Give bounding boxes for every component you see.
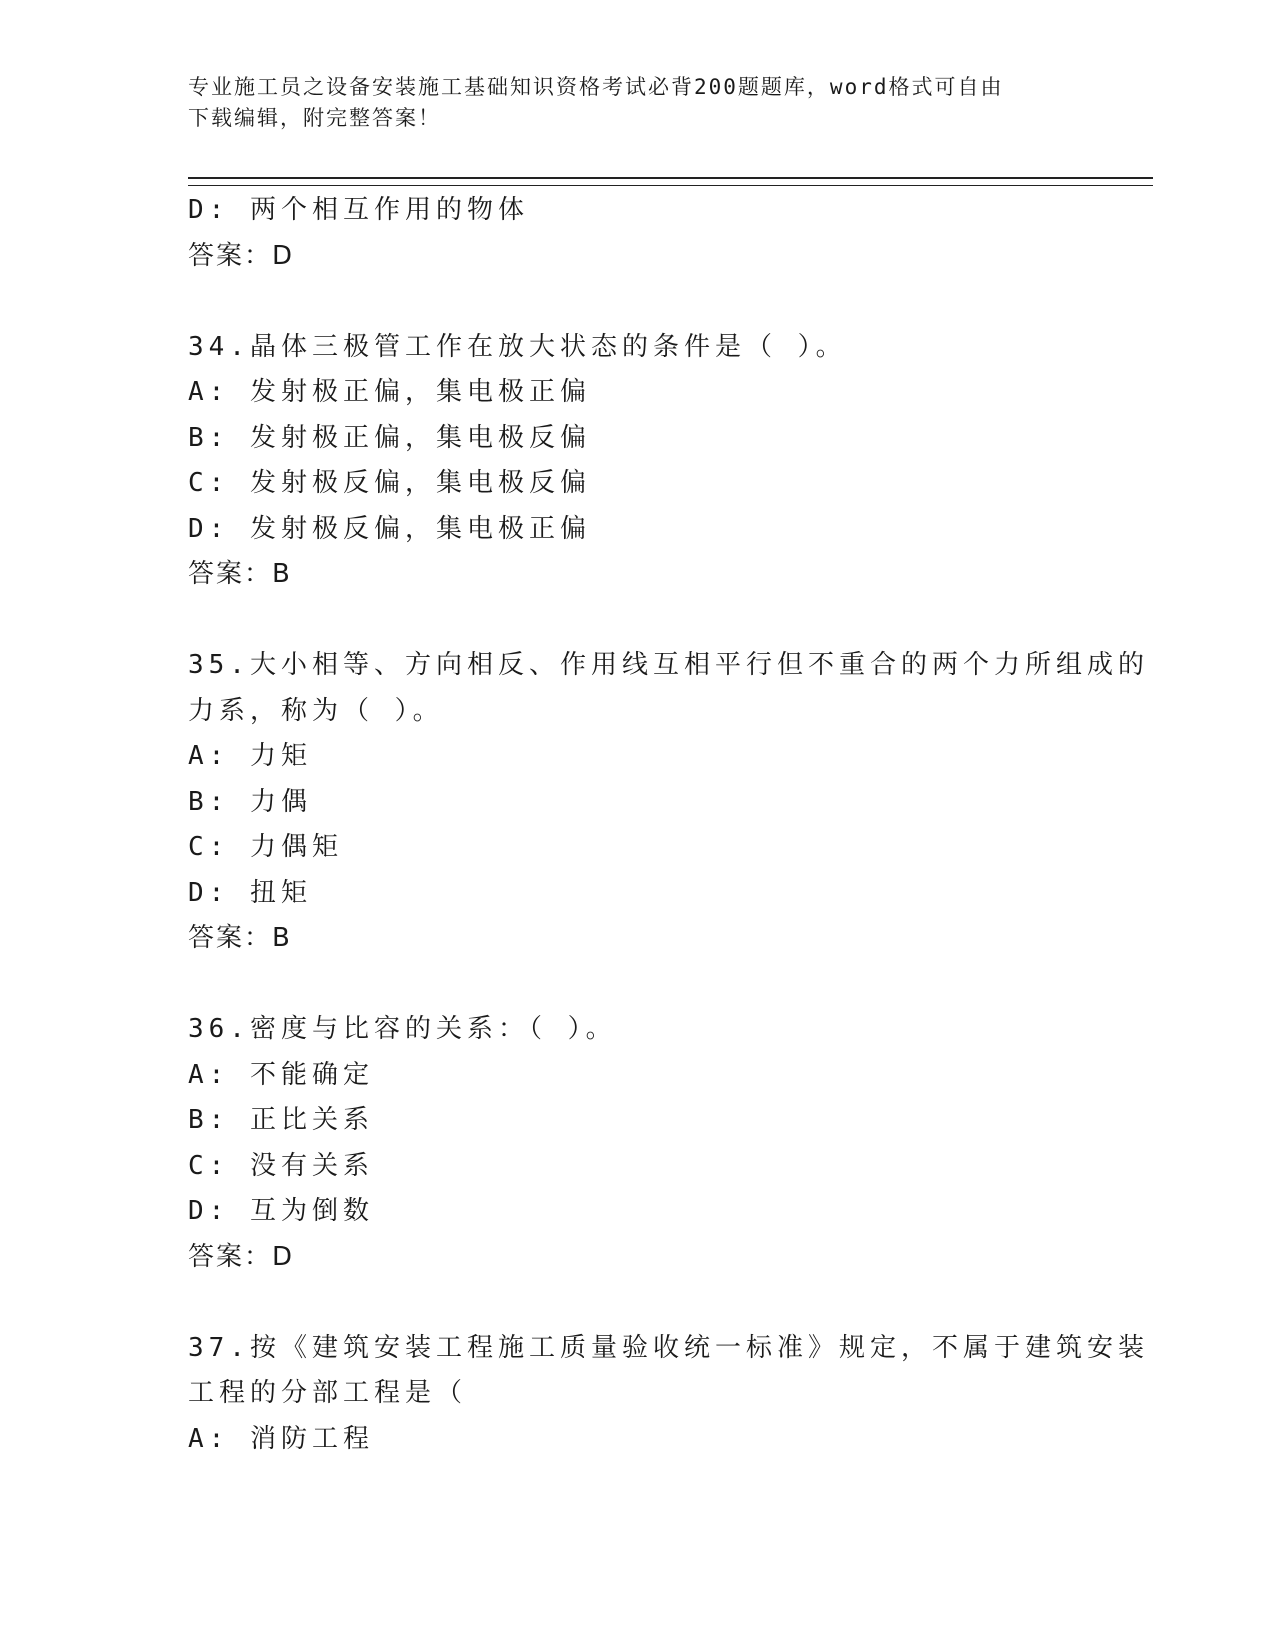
question-stem-line-1: 37.按《建筑安装工程施工质量验收统一标准》规定，不属于建筑安装	[188, 1332, 1149, 1363]
option-a: A: 消防工程	[188, 1423, 374, 1454]
option-d: D: 两个相互作用的物体	[188, 195, 529, 225]
option-b: B: 力偶	[188, 786, 312, 817]
spacer	[188, 598, 1088, 644]
option-a: A: 力矩	[188, 741, 312, 771]
question-35	[188, 643, 1149, 962]
question-33	[188, 188, 1088, 279]
spacer	[188, 1280, 1088, 1326]
question-list	[188, 188, 1149, 1462]
answer: 答案：D	[188, 240, 295, 271]
question-stem-line-1: 35.大小相等、方向相反、作用线互相平行但不重合的两个力所组成的	[188, 650, 1149, 680]
option-c: C: 没有关系	[188, 1150, 374, 1181]
answer: 答案：D	[188, 1241, 295, 1272]
question-stem-line-2: 工程的分部工程是（	[188, 1378, 468, 1408]
question-34	[188, 325, 1088, 598]
question-36	[188, 1007, 1088, 1280]
spacer	[188, 962, 1088, 1008]
question-stem-line-2: 力系，称为（ ）。	[188, 695, 444, 726]
option-d: D: 扭矩	[188, 877, 312, 908]
document-header	[188, 72, 1088, 134]
option-c: C: 力偶矩	[188, 832, 343, 862]
question-stem: 34.晶体三极管工作在放大状态的条件是（ ）。	[188, 331, 847, 362]
option-b: B: 正比关系	[188, 1105, 374, 1135]
question-stem: 36.密度与比容的关系：（ ）。	[188, 1014, 617, 1044]
option-d: D: 发射极反偏，集电极正偏	[188, 513, 591, 544]
option-a: A: 不能确定	[188, 1059, 374, 1090]
spacer	[188, 279, 1088, 325]
question-37	[188, 1326, 1149, 1463]
option-a: A: 发射极正偏，集电极正偏	[188, 377, 591, 407]
header-divider	[188, 177, 1153, 186]
header-line-2: 下载编辑，附完整答案！	[188, 106, 441, 130]
option-c: C: 发射极反偏，集电极反偏	[188, 468, 591, 498]
answer: 答案：B	[188, 559, 292, 589]
option-b: B: 发射极正偏，集电极反偏	[188, 422, 591, 453]
header-line-1: 专业施工员之设备安装施工基础知识资格考试必背200题题库，word格式可自由	[188, 75, 1004, 99]
answer: 答案：B	[188, 923, 292, 953]
option-d: D: 互为倒数	[188, 1196, 374, 1226]
